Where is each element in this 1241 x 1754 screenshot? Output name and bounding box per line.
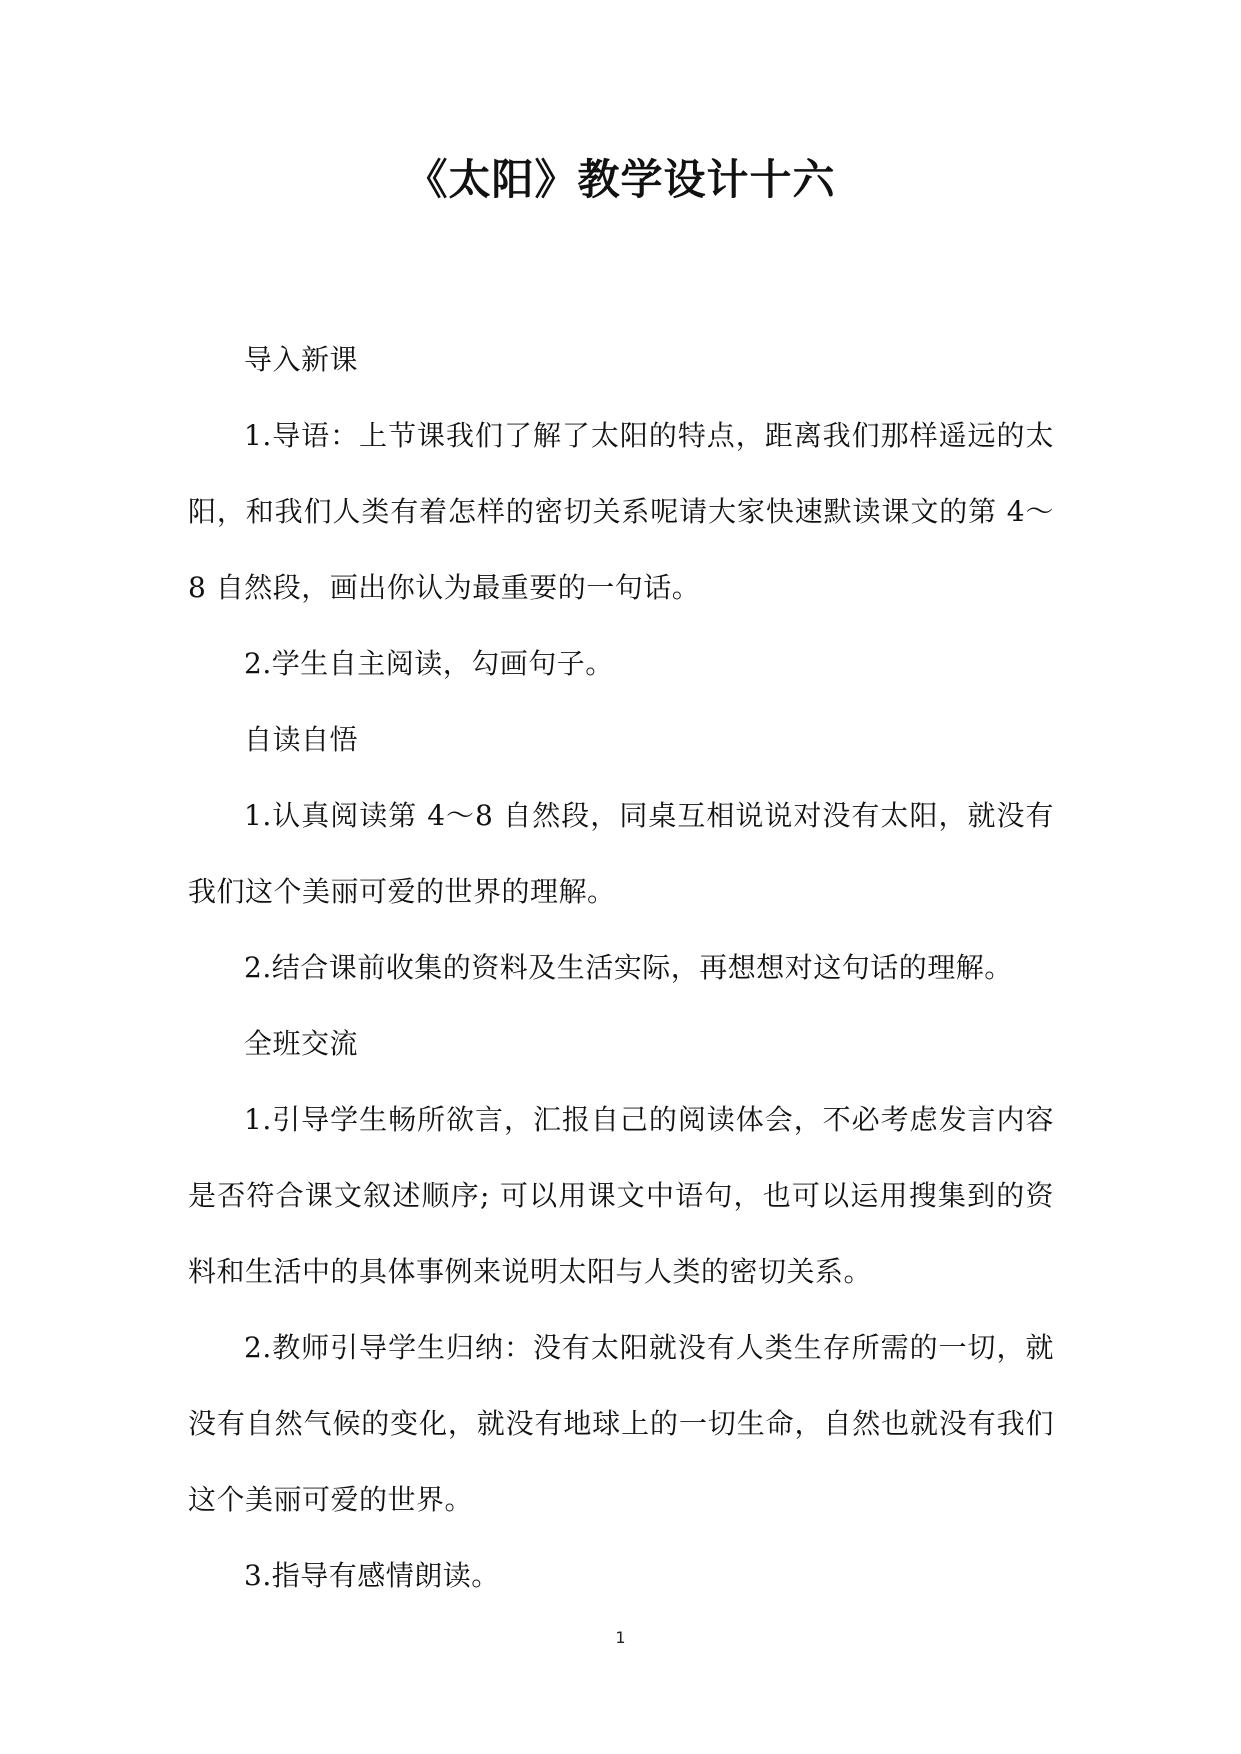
paragraph: 2.结合课前收集的资料及生活实际，再想想对这句话的理解。 xyxy=(244,951,1013,984)
section-heading-intro: 导入新课 xyxy=(244,343,359,376)
paragraph: 2.学生自主阅读，勾画句子。 xyxy=(244,647,614,680)
paragraph: 1.引导学生畅所欲言，汇报自己的阅读体会，不必考虑发言内容是否符合课文叙述顺序; 可以用课文中语句，也可以运用搜集到的资料和生活中的具体事例来说明太阳与人类的密切关系。 xyxy=(188,1103,1054,1288)
section-heading-self-study: 自读自悟 xyxy=(244,723,359,756)
paragraph: 1.导语：上节课我们了解了太阳的特点，距离我们那样遥远的太阳，和我们人类有着怎样的密切关系呢请大家快速默读课文的第 4～8 自然段，画出你认为最重要的一句话。 xyxy=(188,419,1054,604)
document-title: 《太阳》教学设计十六 xyxy=(405,155,836,204)
paragraph: 2.教师引导学生归纳：没有太阳就没有人类生存所需的一切，就没有自然气候的变化，就没有地球上的一切生命，自然也就没有我们这个美丽可爱的世界。 xyxy=(188,1331,1054,1516)
section-heading-class-discussion: 全班交流 xyxy=(244,1027,359,1060)
page-number: 1 xyxy=(615,1628,626,1647)
paragraph: 3.指导有感情朗读。 xyxy=(244,1559,500,1592)
document-body xyxy=(188,322,1054,1614)
paragraph: 1.认真阅读第 4～8 自然段，同桌互相说说对没有太阳，就没有我们这个美丽可爱的世界的理解。 xyxy=(188,799,1054,908)
